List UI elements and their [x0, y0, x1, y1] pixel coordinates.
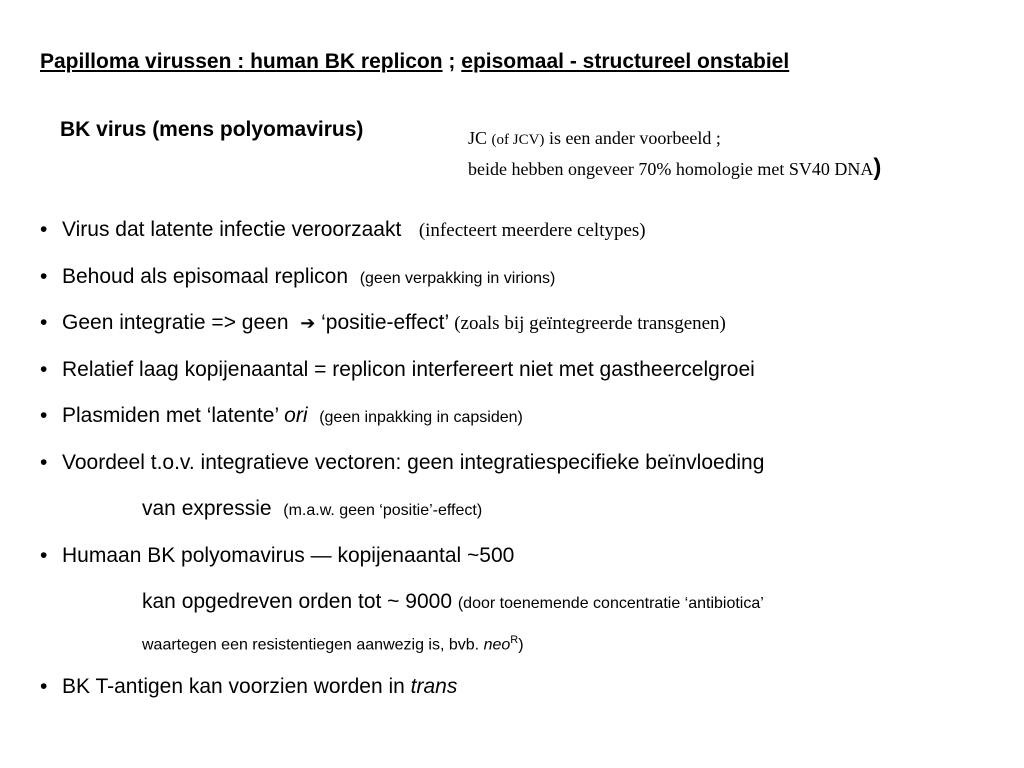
title-separator: ; [442, 50, 462, 73]
title-part-1: Papilloma virussen : human BK replicon [40, 50, 443, 73]
item-close-paren: ) [518, 636, 524, 654]
item-text: Virus dat latente infectie veroorzaakt [62, 218, 402, 241]
item-note: (geen inpakking in capsiden) [319, 409, 523, 426]
subheading-note [468, 124, 881, 183]
bullet-icon: • [40, 404, 48, 427]
bullet-icon: • [40, 264, 48, 288]
item-note: (m.a.w. geen ‘positie’-effect) [283, 502, 483, 519]
subheading [60, 118, 363, 142]
item-text: Humaan BK polyomavirus — kopijenaantal ~500 [62, 543, 515, 567]
title-part-2: episomaal - structureel onstabiel [461, 50, 790, 73]
item-italic: trans [410, 674, 458, 698]
item-text: BK T-antigen kan voorzien worden in [62, 674, 405, 698]
bullet-icon: • [40, 311, 48, 334]
item-italic: neo [483, 636, 511, 654]
item-note: (infecteert meerdere celtypes) [418, 220, 646, 241]
item-text: Relatief laag kopijenaantal = replicon interfereert niet met gastheercelgroei [62, 357, 755, 381]
note-homology: beide hebben ongeveer 70% homologie met SV40 DNA [468, 159, 874, 179]
item-text: van expressie [142, 497, 272, 520]
item-text: kan opgedreven orden tot ~ 9000 [142, 590, 452, 613]
bullet-icon: • [40, 357, 48, 381]
item-quote: ‘positie-effect’ [321, 311, 449, 334]
note-close-paren: ) [873, 154, 882, 181]
bullet-icon: • [40, 543, 48, 567]
subheading-main: BK virus (mens polyomavirus) [60, 118, 364, 141]
bullet-icon: • [40, 218, 48, 241]
note-example: is een ander voorbeeld ; [548, 128, 721, 148]
item-text: Geen integratie => geen [62, 311, 289, 334]
bullet-icon: • [40, 674, 48, 698]
item-note: (geen verpakking in virions) [359, 269, 556, 287]
item-text: Voordeel t.o.v. integratieve vectoren: geen integratiespecifieke beïnvloeding [62, 450, 765, 474]
note-of-jcv: (of JCV) [491, 132, 545, 148]
item-superscript: R [510, 634, 519, 646]
item-italic: ori [284, 404, 308, 427]
item-text: waartegen een resistentiegen aanwezig is, bvb. [142, 636, 480, 654]
note-line-2 [468, 154, 881, 183]
note-line-1 [468, 124, 881, 154]
item-note: (door toenemende concentratie ‘antibiotica’ [457, 595, 764, 612]
slide-title [40, 50, 789, 74]
bullet-icon: • [40, 450, 48, 474]
item-note: (zoals bij geïntegreerde transgenen) [454, 313, 726, 334]
item-text: Plasmiden met ‘latente’ [62, 404, 279, 427]
note-jc: JC [468, 128, 488, 148]
arrow-right-icon: ➔ [300, 313, 316, 333]
item-text: Behoud als episomaal replicon [62, 264, 349, 288]
